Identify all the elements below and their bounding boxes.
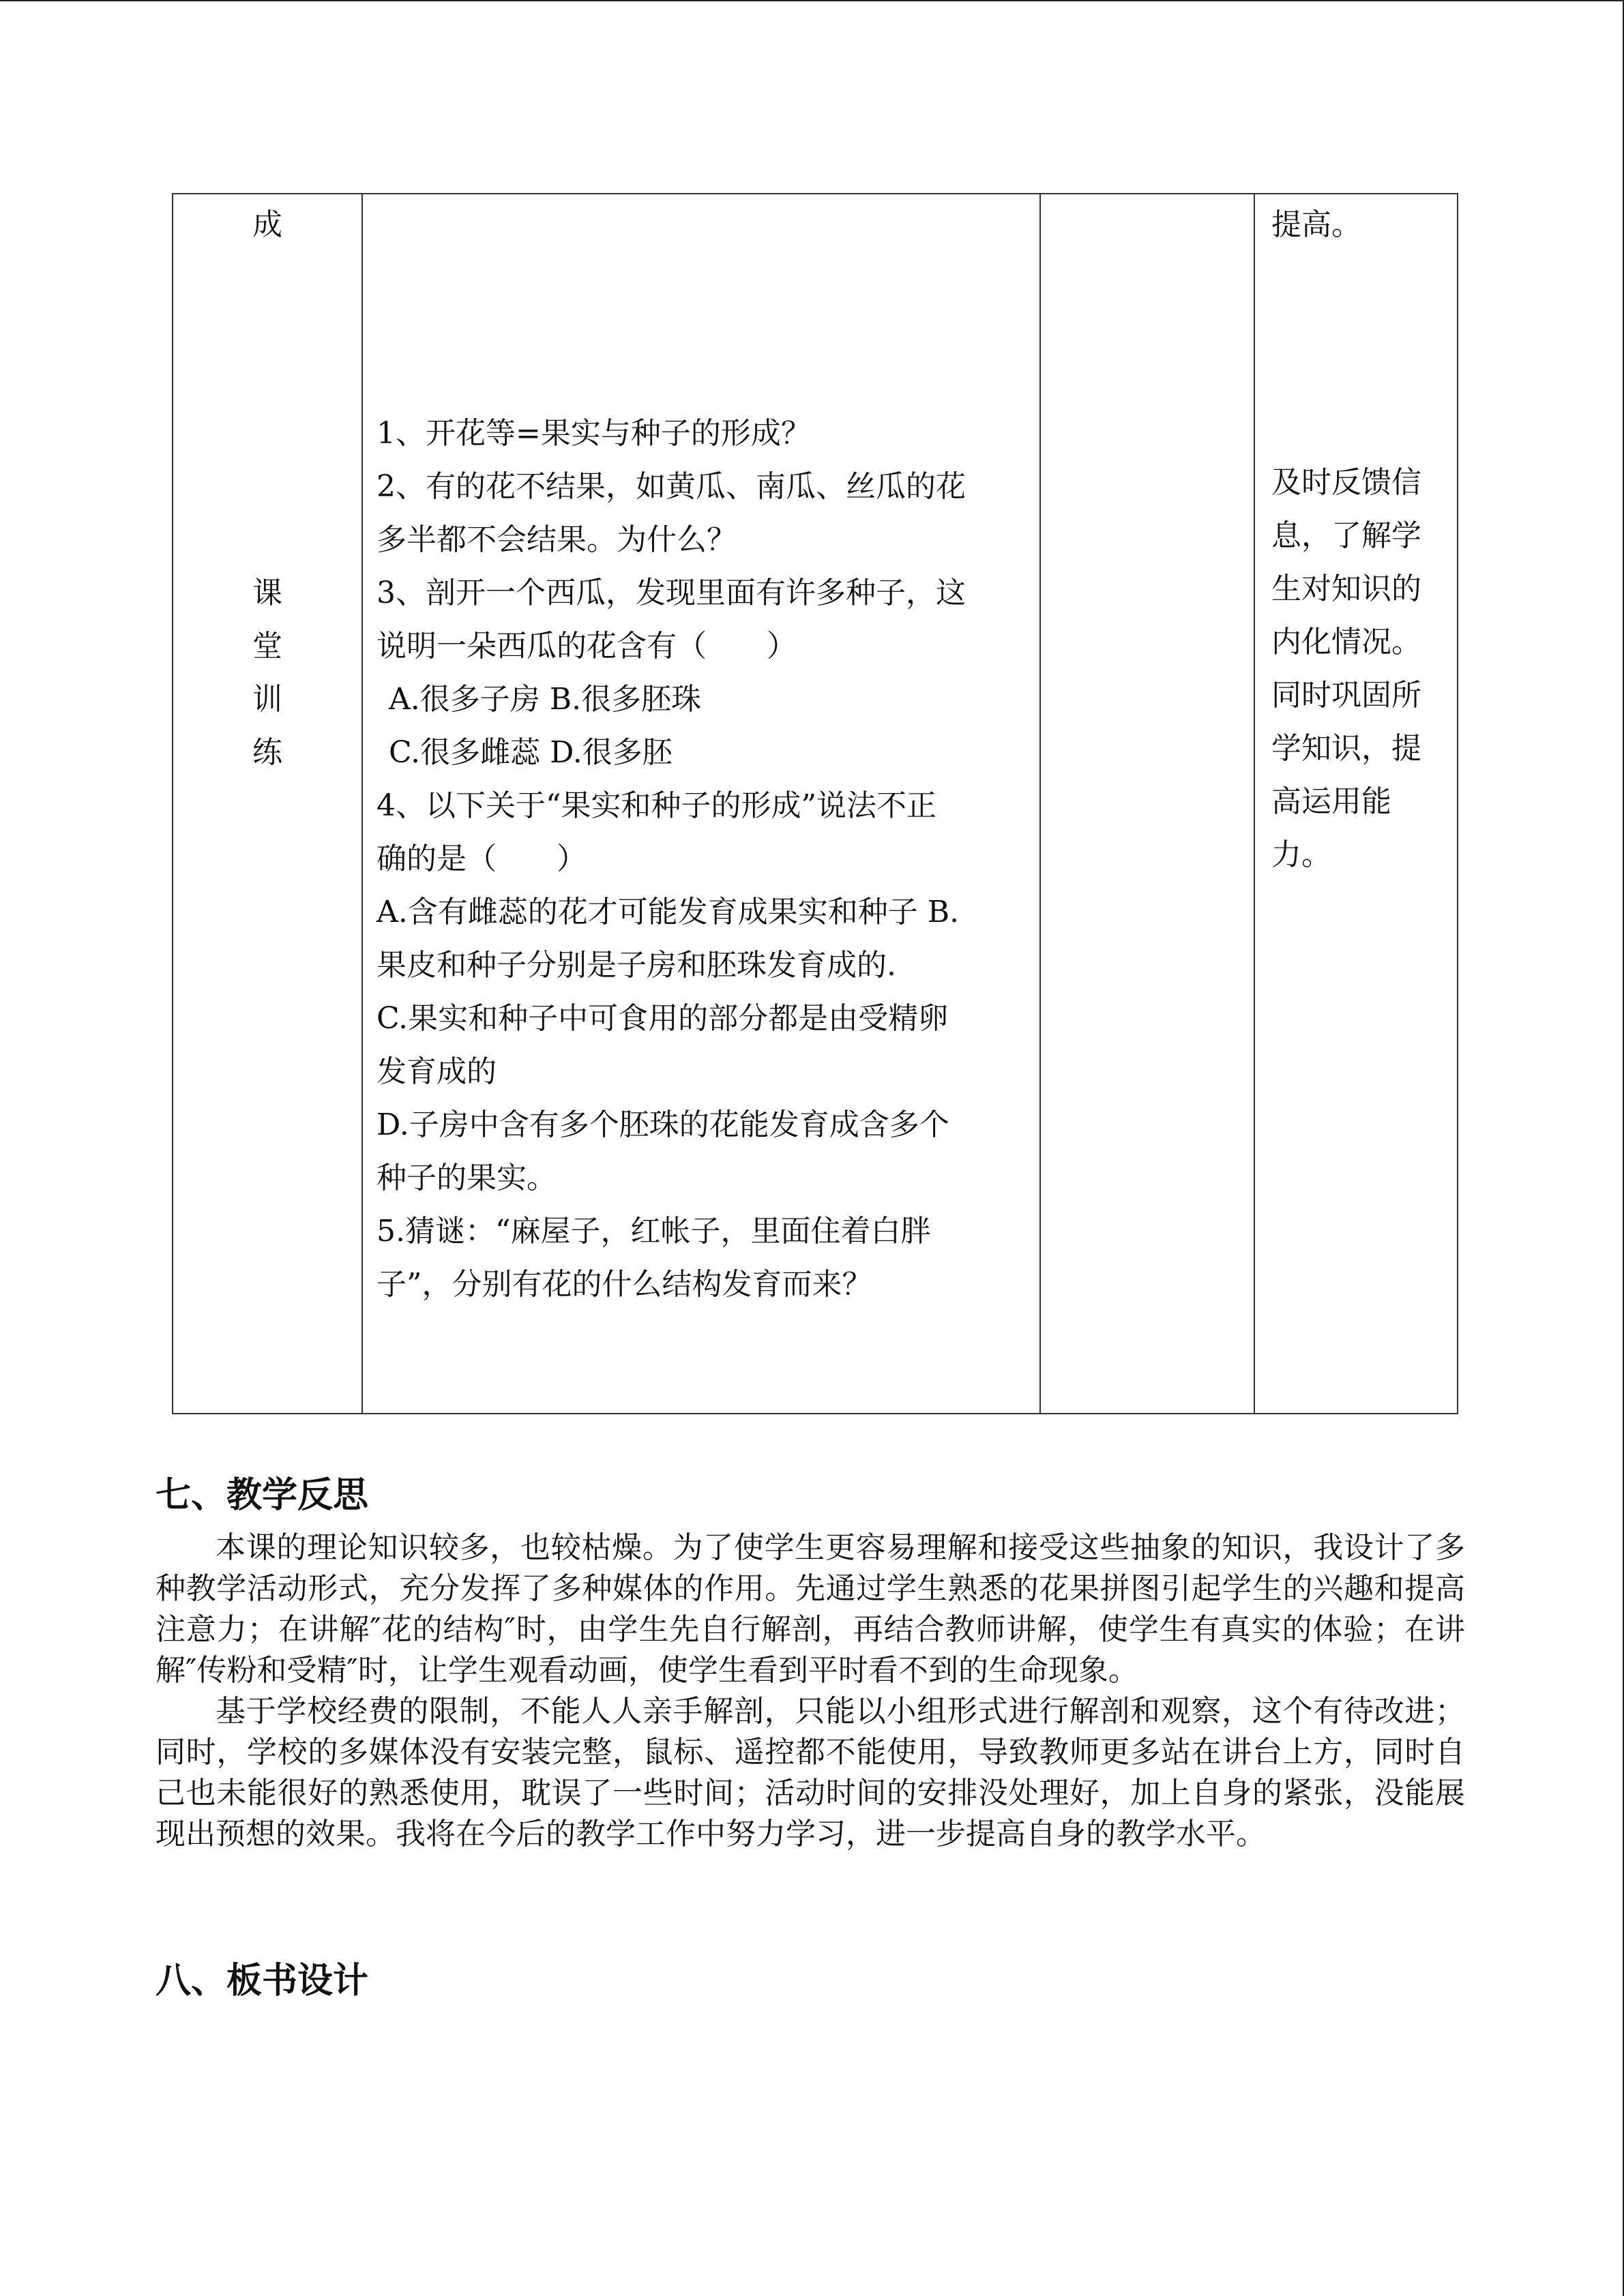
exercise-line: 种子的果实。 (377, 1161, 557, 1195)
reflection-heading: 七、教学反思 (156, 1475, 369, 1516)
stage-char: 课 (252, 576, 282, 610)
exercise-line: 4、以下关于“果实和种子的形成”说法不正 (377, 788, 936, 823)
intent-line: 高运用能 (1271, 784, 1391, 819)
exercise-option: C.很多雌蕊 D.很多胚 (389, 735, 673, 770)
table-row (173, 194, 1458, 1414)
exercise-line: A.含有雌蕊的花才可能发育成果实和种子 B. (377, 895, 960, 929)
exercise-line: 发育成的 (377, 1054, 497, 1089)
intent-notes (1271, 456, 1446, 882)
board-design-heading: 八、板书设计 (156, 1960, 369, 2001)
student-activity-column (1040, 194, 1254, 1414)
stage-label (173, 567, 361, 779)
exercise-column (362, 194, 1040, 1414)
design-intent-column (1254, 194, 1458, 1414)
reflection-paragraph: 基于学校经费的限制，不能人人亲手解剖，只能以小组形式进行解剖和观察，这个有待改进；同时，学校的多媒体没有安装完整，鼠标、遥控都不能使用，导致教师更多站在讲台上方，同时自己也未能很好的熟悉使用，耽误了一些时间；活动时间的安排没处理好，加上自身的紧张，没能展现出预想的效果。我将在今后的教学工作中努力学习，进一步提高自身的教学水平。 (156, 1694, 1465, 1851)
exercise-line: 果皮和种子分别是子房和胚珠发育成的. (377, 948, 896, 983)
exercise-list (363, 194, 1039, 1311)
reflection-paragraph: 本课的理论知识较多，也较枯燥。为了使学生更容易理解和接受这些抽象的知识，我设计了多种教学活动形式，充分发挥了多种媒体的作用。先通过学生熟悉的花果拼图引起学生的兴趣和提高注意力；在讲解″花的结构″时，由学生先自行解剖，再结合教师讲解，使学生有真实的体验；在讲解″传粉和受精″时，让学生观看动画，使学生看到平时看不到的生命现象。 (156, 1530, 1465, 1688)
intent-line: 及时反馈信 (1271, 465, 1421, 500)
reflection-body (156, 1527, 1465, 1855)
stage-char: 堂 (252, 629, 282, 664)
stage-char: 训 (252, 682, 282, 717)
intent-line: 提高。 (1271, 207, 1361, 242)
intent-continued (1255, 194, 1457, 882)
exercise-line: 子”，分别有花的什么结构发育而来？ (377, 1267, 872, 1302)
intent-line: 力。 (1271, 837, 1331, 872)
intent-line: 息，了解学 (1271, 518, 1421, 553)
lesson-table (172, 193, 1458, 1414)
exercise-line: C.果实和种子中可食用的部分都是由受精卵 (377, 1001, 949, 1036)
stage-char: 练 (252, 735, 282, 770)
exercise-line: 3、剖开一个西瓜，发现里面有许多种子，这 (377, 576, 966, 610)
intent-line: 内化情况。 (1271, 625, 1421, 659)
exercise-line: 说明一朵西瓜的花含有（ ） (377, 629, 797, 664)
exercise-line: 确的是（ ） (377, 841, 587, 876)
stage-column (173, 194, 362, 1414)
exercise-line: 2、有的花不结果，如黄瓜、南瓜、丝瓜的花 (377, 469, 966, 504)
page-border-top (0, 0, 1624, 1)
exercise-line: 多半都不会结果。为什么？ (377, 522, 737, 557)
exercise-line: 5.猜谜：“麻屋子，红帐子，里面住着白胖 (377, 1214, 931, 1249)
exercise-option: A.很多子房 B.很多胚珠 (389, 682, 702, 717)
intent-line: 同时巩固所 (1271, 678, 1421, 713)
exercise-line: D.子房中含有多个胚珠的花能发育成含多个 (377, 1107, 949, 1142)
stage-continued-char: 成 (252, 207, 282, 242)
intent-line: 学知识，提 (1271, 731, 1421, 766)
intent-line: 生对知识的 (1271, 571, 1421, 606)
exercise-line: 1、开花等=果实与种子的形成？ (377, 416, 811, 451)
